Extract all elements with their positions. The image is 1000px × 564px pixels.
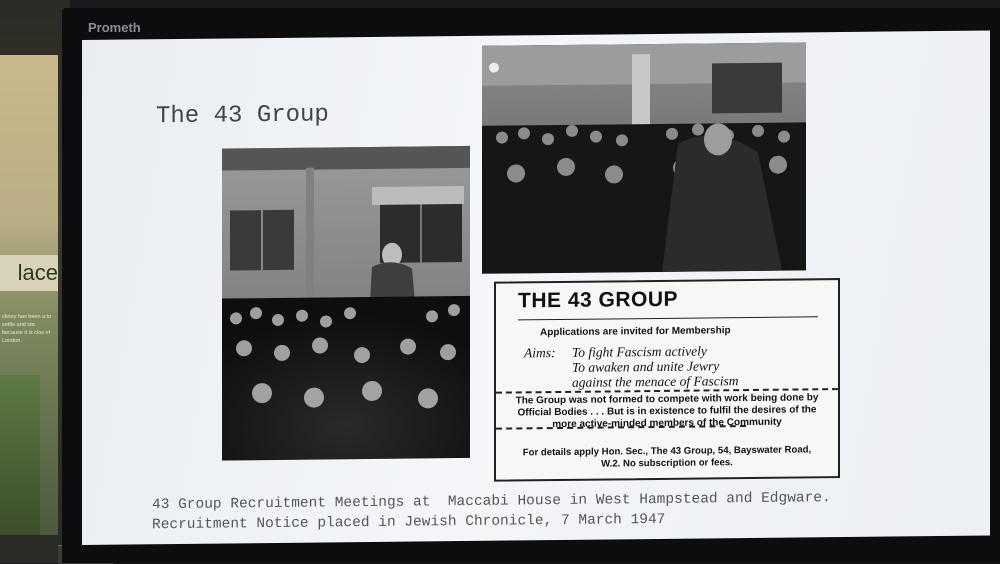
notice-heading: THE 43 GROUP: [518, 287, 679, 313]
slide-screen: [82, 30, 990, 545]
exhibit-panel-text: ckney has been a to settle and sta because it is clos of London.: [2, 314, 52, 344]
notice-body: The Group was not formed to compete with work being done by Official Bodies . . . But is in existence to fulfil the desires of the more active-minded members of the Community: [515, 392, 819, 431]
notice-aim-item: To fight Fascism actively: [572, 343, 707, 360]
notice-aim-item: To awaken and unite Jewry: [572, 358, 720, 375]
notice-details: For details apply Hon. Sec., The 43 Group, 54, Bayswater Road, W.2. No subscription or fees.: [522, 444, 812, 470]
exhibit-panel-photo: [0, 375, 40, 535]
photo-crowd-image: [482, 42, 806, 273]
notice-aims-label: Aims:: [524, 345, 556, 361]
photo-recruitment-meeting-crowd: [482, 42, 806, 273]
recruitment-notice: [494, 278, 840, 482]
notice-subheading: Applications are invited for Membership: [540, 325, 731, 339]
slide-caption: [152, 488, 831, 535]
notice-divider: [518, 316, 818, 320]
photo-recruitment-meeting-speaker: [222, 146, 470, 461]
monitor-brand-logo: Prometh: [88, 20, 141, 35]
caption-line: 43 Group Recruitment Meetings at Maccabi House in West Hampstead and Edgware.: [152, 490, 831, 514]
slide-title: The 43 Group: [156, 101, 329, 131]
notice-aims: [524, 343, 738, 390]
photo-speaker-image: [222, 146, 470, 461]
exhibit-panel: [0, 55, 58, 535]
exhibit-panel-heading: lace: [0, 255, 58, 291]
caption-line: Recruitment Notice placed in Jewish Chronicle, 7 March 1947: [152, 511, 666, 534]
notice-aim-item: against the menace of Fascism: [572, 373, 739, 390]
